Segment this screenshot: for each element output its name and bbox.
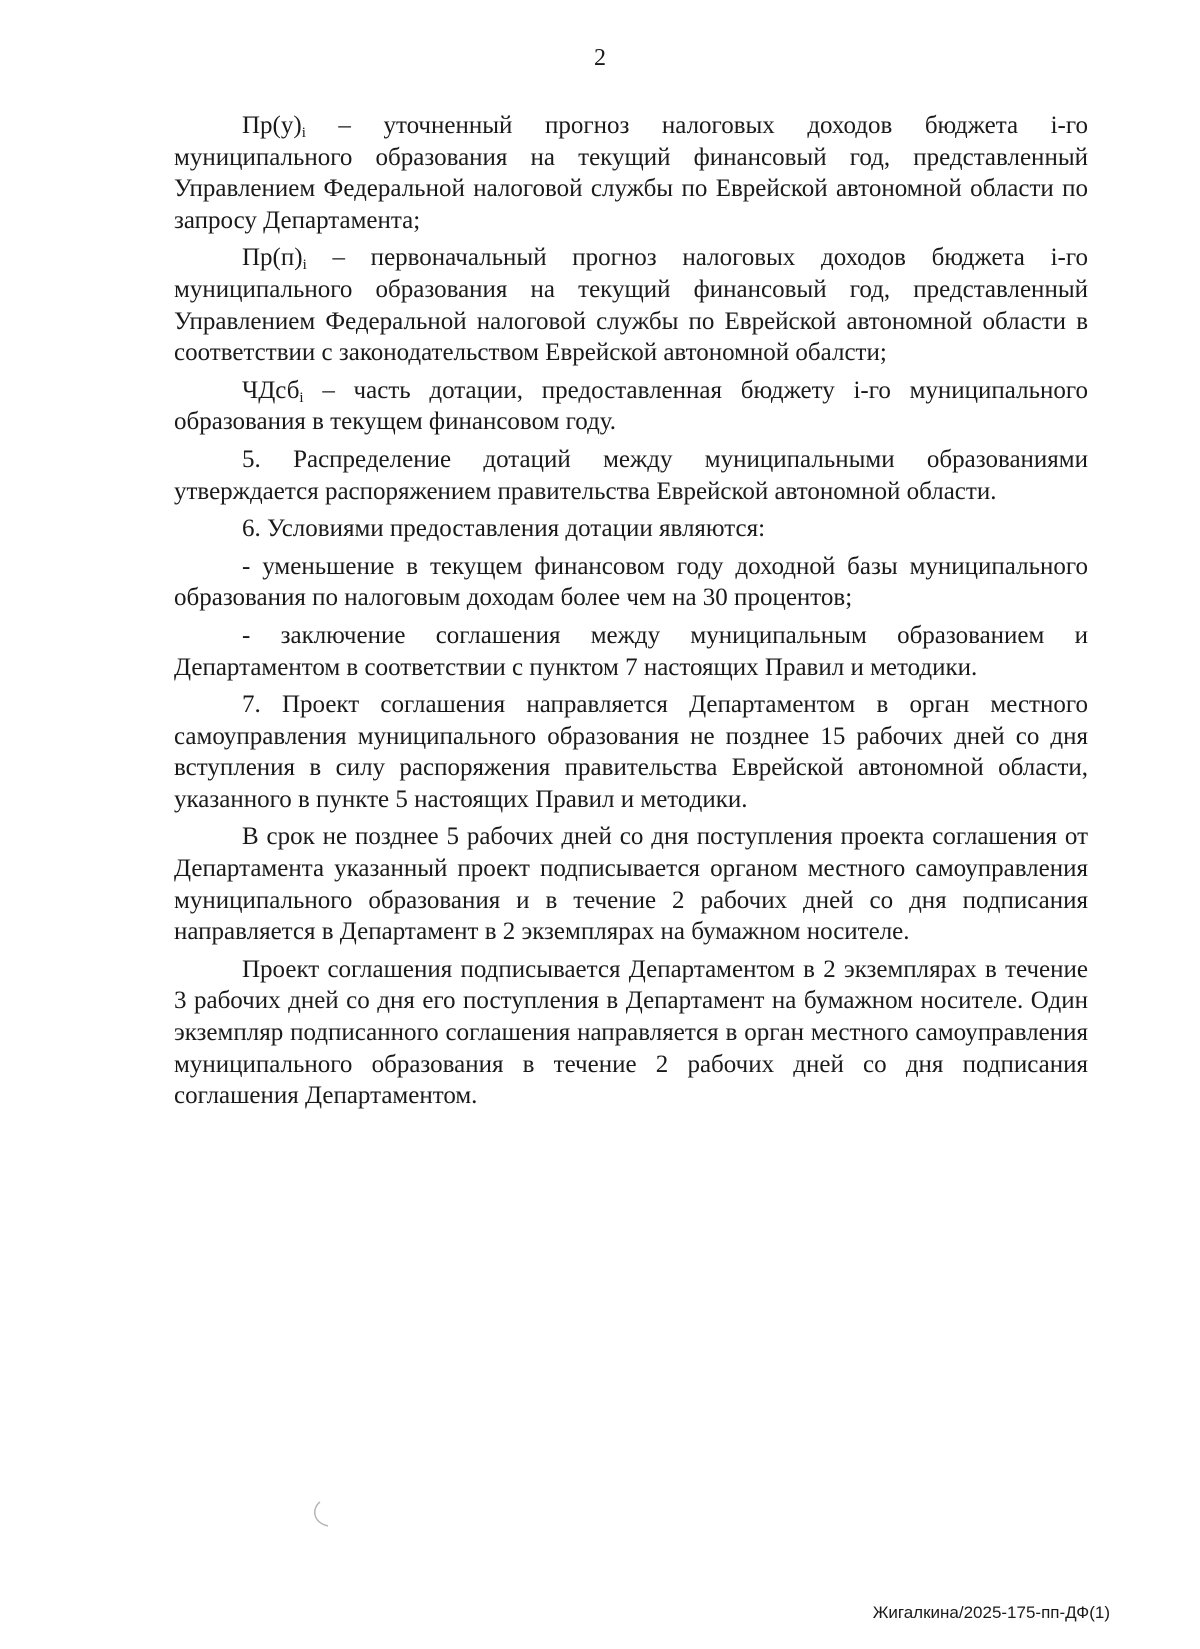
- definition-text: – уточненный прогноз налоговых доходов бюджета i-го муниципального образования на текущий финансовый год, представленный Управлением Федеральной налоговой службы по Еврейской автономной области по запросу Департамента;: [174, 112, 1088, 234]
- formula-symbol: Пр(п): [242, 244, 303, 272]
- page-number: 2: [594, 45, 606, 71]
- document-footer-id: Жигалкина/2025-175-пп-ДФ(1): [872, 1603, 1110, 1622]
- paragraph-6-item-2: - заключение соглашения между муниципальным образованием и Департаментом в соответствии с пунктом 7 настоящих Правил и методики.: [174, 621, 1088, 681]
- paragraph-6-item-1: - уменьшение в текущем финансовом году доходной базы муниципального образования по налоговым доходам более чем на 30 процентов;: [174, 552, 1088, 612]
- definition-text: – часть дотации, предоставленная бюджету i-го муниципального образования в текущем финансовом году.: [174, 376, 1088, 436]
- formula-symbol: ЧДсб: [242, 376, 300, 404]
- formula-subscript: i: [302, 257, 307, 274]
- definition-text: – первоначальный прогноз налоговых доходов бюджета i-го муниципального образования на текущий финансовый год, представленный Управлением Федеральной налоговой службы по Еврейской автономной области в соответствии с законодательством Еврейской автономной обалсти;: [174, 244, 1088, 367]
- formula-subscript: i: [301, 125, 306, 141]
- paragraph-7-b: В срок не позднее 5 рабочих дней со дня поступления проекта соглашения от Департамента указанный проект подписывается органом местного самоуправления муниципального образования и в течение 2 рабочих дней со дня подписания направляется в Департамент в 2 экземплярах на бумажном носителе.: [174, 823, 1088, 946]
- scan-artifact-mark: [310, 1500, 334, 1530]
- document-body: [174, 110, 1088, 1112]
- definition-chdsb: [174, 375, 1088, 438]
- definition-pr-y: [174, 110, 1088, 236]
- formula-subscript: i: [299, 389, 304, 406]
- paragraph-6: 6. Условиями предоставления дотации являются:: [242, 515, 766, 543]
- definition-pr-p: [174, 242, 1088, 368]
- paragraph-5: 5. Распределение дотаций между муниципальными образованиями утверждается распоряжением правительства Еврейской автономной области.: [174, 445, 1088, 505]
- paragraph-7-c: Проект соглашения подписывается Департаментом в 2 экземплярах в течение 3 рабочих дней со дня его поступления в Департамент на бумажном носителе. Один экземпляр подписанного соглашения направляется в орган местного самоуправления муниципального образования в течение 2 рабочих дней со дня подписания соглашения Департаментом.: [174, 955, 1088, 1110]
- paragraph-7: 7. Проект соглашения направляется Департаментом в орган местного самоуправления муниципального образования не позднее 15 рабочих дней со дня вступления в силу распоряжения правительства Еврейской автономной области, указанного в пункте 5 настоящих Правил и методики.: [174, 691, 1088, 813]
- formula-symbol: Пр(у): [242, 112, 302, 139]
